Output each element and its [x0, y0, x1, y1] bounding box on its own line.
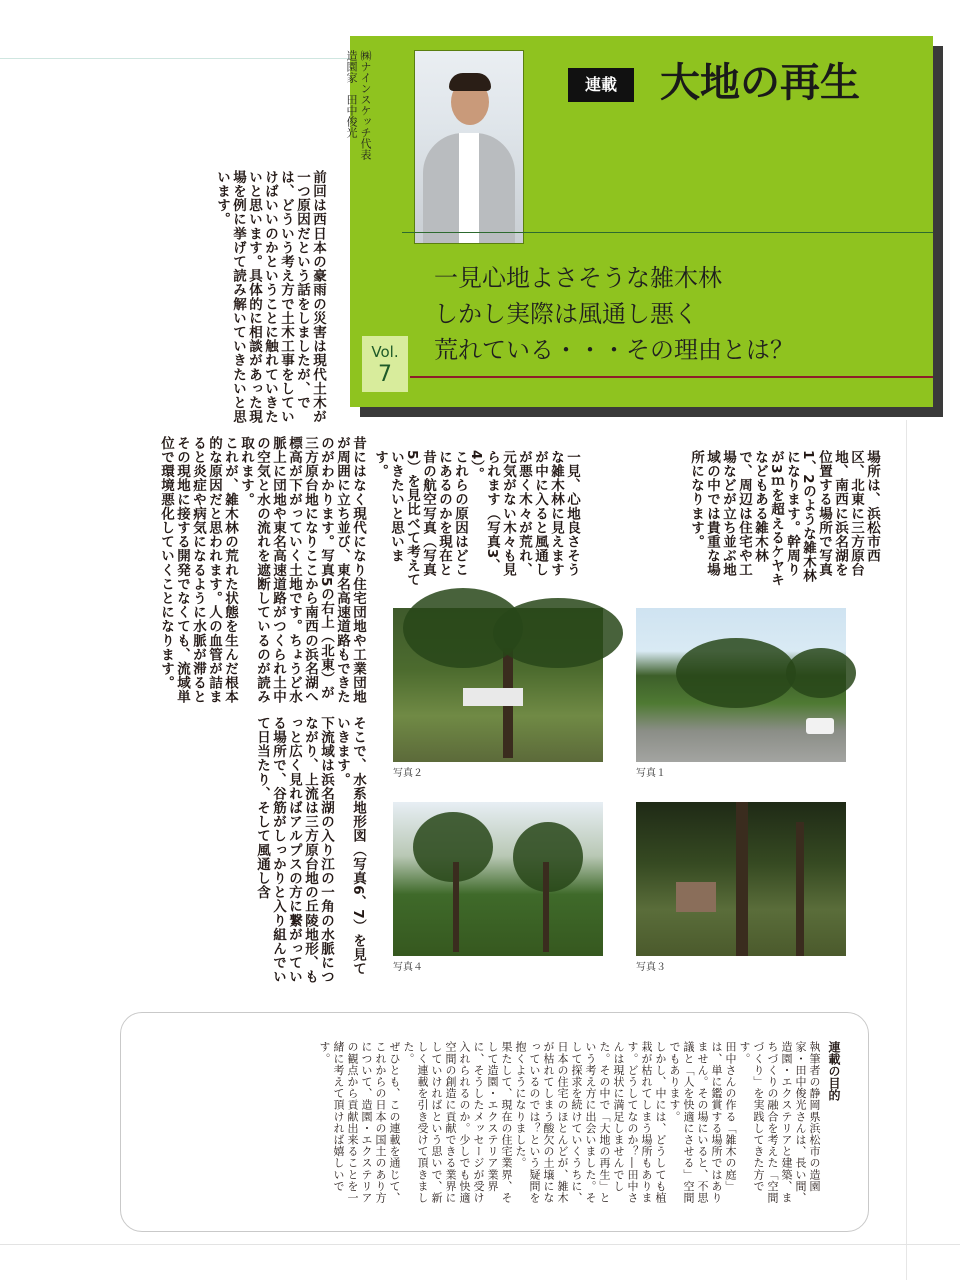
photo-caption: 写真３ [636, 962, 666, 973]
article-column-mid [372, 450, 580, 590]
author-photo [414, 50, 524, 244]
photo-2 [393, 608, 603, 762]
photo-caption: 写真１ [636, 768, 666, 779]
series-purpose-title: 連載の目的 [827, 1041, 841, 1101]
volume-label: Vol. [371, 343, 399, 361]
article-paragraph: 場所は、浜松市西区、北東に三方原台地、南西に浜名湖を位置する場所で写真1、2のような雑木林になります。幹周りが3ｍを超えるケヤキなどもある雑木林で、周辺は住宅や工場などが立ち並ぶ地域の中では貴重な場所になります。 [688, 450, 880, 587]
article-column-left-upper [106, 436, 366, 708]
purpose-paragraph: しかし、中には、どうしても植栽が枯れてしまう場所もあります。どうしてなのか？―田中さんは現状に満足しませんでした。その中で「大地の再生」という考え方に出会いました。そして探求を続けていくうちに、日本の住宅のほとんどが、雑木が枯れてしまう酸欠の土壌になっているのでは？という疑問を抱くようになりました。 [514, 1041, 667, 1204]
photo-1 [636, 608, 846, 762]
purpose-paragraph: 果たして、現在の住宅業界、そして造園・エクステリア業界に、そうしたメッセージが受け入れられるのか。少しでも快適空間の創造に貢献できる業界にしていければという思いで、新しく連載を引き受けて頂きました。 [402, 1041, 513, 1204]
article-paragraph: 前回は西日本の豪雨の災害は現代土木が一つ原因だという話をしましたが、では、どういう考え方で土木工事をしていけばいいのかということに触れていきたいと思います。具体的に相談があった現場を例に挙げて読み解いていきたいと思います。 [214, 170, 326, 424]
photo-caption: 写真４ [393, 962, 423, 973]
volume-badge [362, 336, 408, 392]
series-purpose-box [120, 1012, 869, 1232]
right-margin-rule [906, 420, 907, 1280]
article-column-left-lower [106, 716, 366, 988]
article-paragraph: これが、雑木林の荒れた状態を生んだ根本的な原因だと思われます。人の血管が詰まると炎症や病気になるように水脈が滞るとその現地に接する開発でなくても、流域単位で環境悪化していくことになります。 [158, 436, 238, 704]
purpose-paragraph: 田中さんの作る「雑木の庭」は、単に鑑賞する場所ではありません。その場にいると、不思議と「人を快適にさせる」空間でもあります。 [668, 1041, 737, 1204]
headline-line-1: 一見心地よさそうな雑木林 [434, 264, 722, 292]
purpose-paragraph: ぜひとも、この連載を通じて、これからの日本の国土のあり方について、造園・エクステリアの観点から貢献出来ることを一緒に考えて頂ければ嬉しいです。 [318, 1041, 401, 1204]
headline-underline [410, 376, 933, 378]
photo-4 [393, 802, 603, 956]
article-intro [106, 170, 326, 426]
article-paragraph: 一見、心地良さそうな雑木林に見えますが中に入ると風通しが悪く木々が荒れ、元気がない木々も見られます（写真3、4）。 [468, 450, 580, 577]
bottom-rule [0, 1244, 960, 1245]
article-paragraph: 昔にはなく現代になり住宅団地や工業団地が周囲に立ち並び、東名高速道路もできたのがわかります。写真5の右上（北東）が三方原台地になりここから南西の浜名湖へ標高が下がっていく土地です。ちょうど水脈上に団地や東名高速道路がつくられ土中の空気と水の流れを遮断しているのが読み取れます。 [238, 436, 366, 704]
article-paragraph: これらの原因はどこにあるのかを現在と昔の航空写真（写真5）を見比べて考えていきたいと思います。 [372, 450, 468, 587]
headline-line-2: しかし実際は風通し悪く [434, 300, 698, 328]
purpose-paragraph: 執筆者の静岡県浜松市の造園家・田中俊光さんは、長い間、造園・エクステリアと建築、まちづくりの融合を考えた「空間づくり」を実践してきた方です。 [738, 1041, 821, 1204]
header-divider [402, 232, 933, 233]
article-paragraph: 下流域は浜名湖の入り江の一角の水脈につながり、上流は三方原台地の丘陵地形、もっと広く見ればアルプスの方に繋がっている場所で、谷筋がしっかりと入り組んでいて日当たり、そして風通し含 [254, 716, 334, 984]
top-rule [0, 58, 350, 59]
photo-caption: 写真２ [393, 768, 423, 779]
headline-line-3: 荒れている・・・その理由とは？ [434, 336, 794, 364]
article-column-right [600, 450, 880, 590]
series-header [345, 36, 933, 407]
author-company: ㈱ナインスケッチ代表 [359, 50, 372, 160]
volume-number: 7 [378, 362, 392, 387]
series-purpose-text [161, 1041, 821, 1213]
author-name: 造園家 田中俊光 [345, 50, 358, 138]
article-paragraph: そこで、水系地形図（写真6、7）を見ていきます。 [334, 716, 366, 976]
article-headline [434, 260, 794, 368]
photo-3 [636, 802, 846, 956]
series-title: 大地の再生 [660, 59, 860, 106]
series-badge: 連載 [568, 68, 634, 102]
